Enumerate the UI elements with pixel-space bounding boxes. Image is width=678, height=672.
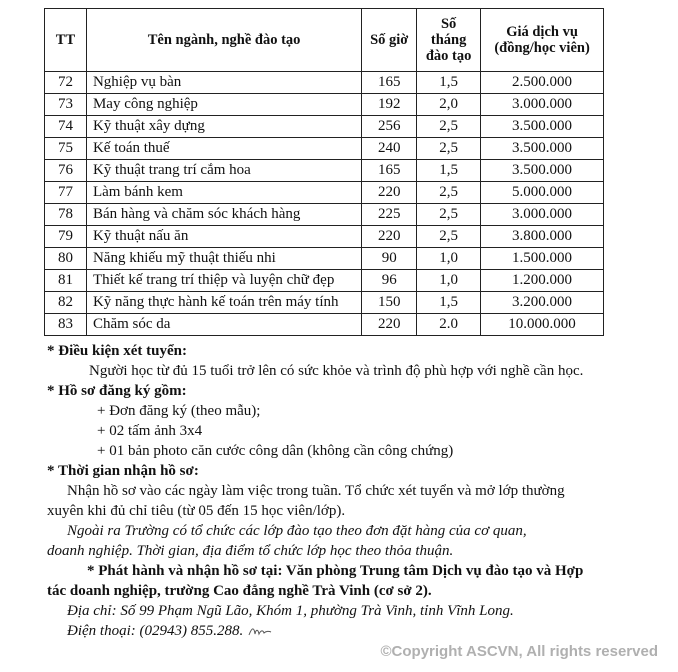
ho-so-item: + 02 tấm ảnh 3x4 [97,423,203,439]
row-ten-nganh: Bán hàng và chăm sóc khách hàng [86,204,361,226]
row-gia: 10.000.000 [481,314,604,336]
table-header-row [45,9,604,72]
header-tt: TT [45,9,87,72]
row-tt: 74 [45,116,87,138]
row-so-gio: 90 [362,248,417,270]
table-row [45,160,604,182]
header-so-gio: Số giờ [362,9,417,72]
header-gia-dich-vu: Giá dịch vụ (đồng/học viên) [481,9,604,72]
dien-thoai: Điện thoại: (02943) 855.288. [67,623,244,639]
row-tt: 77 [45,182,87,204]
table-row [45,72,604,94]
row-so-gio: 240 [362,138,417,160]
row-ten-nganh: Chăm sóc da [86,314,361,336]
ho-so-title: * Hồ sơ đăng ký gồm: [47,383,187,399]
row-so-thang: 2.0 [417,314,481,336]
row-so-gio: 220 [362,226,417,248]
row-tt: 80 [45,248,87,270]
dieu-kien-text: Người học từ đủ 15 tuổi trở lên có sức khỏe và trình độ phù hợp với nghề cần học. [89,363,584,379]
signature-icon [247,625,273,639]
row-gia: 3.500.000 [481,138,604,160]
table-body [45,72,604,336]
dieu-kien-title: * Điều kiện xét tuyển: [47,343,187,359]
table-row [45,116,604,138]
row-so-gio: 220 [362,314,417,336]
thoi-gian-text-1: Nhận hồ sơ vào các ngày làm việc trong tuần. Tổ chức xét tuyển và mở lớp thường [67,483,565,499]
row-gia: 3.800.000 [481,226,604,248]
row-gia: 3.000.000 [481,204,604,226]
row-ten-nganh: Kỹ năng thực hành kế toán trên máy tính [86,292,361,314]
row-ten-nganh: Năng khiếu mỹ thuật thiếu nhi [86,248,361,270]
row-ten-nganh: Thiết kế trang trí thiệp và luyện chữ đẹp [86,270,361,292]
row-gia: 3.000.000 [481,94,604,116]
row-so-thang: 1,5 [417,72,481,94]
row-tt: 75 [45,138,87,160]
header-so-thang: Số tháng đào tạo [417,9,481,72]
row-tt: 76 [45,160,87,182]
row-so-gio: 165 [362,160,417,182]
row-gia: 1.500.000 [481,248,604,270]
table-row [45,314,604,336]
phat-hanh-text-1: * Phát hành và nhận hồ sơ tại: Văn phòng Trung tâm Dịch vụ đào tạo và Hợp [87,563,584,579]
phat-hanh-text-2: tác doanh nghiệp, trường Cao đẳng nghề Trà Vinh (cơ sở 2). [47,583,432,599]
ngoai-ra-text-2: doanh nghiệp. Thời gian, địa điểm tổ chức lớp học theo thỏa thuận. [47,543,454,559]
table-row [45,226,604,248]
notes-section [47,341,627,641]
row-so-gio: 256 [362,116,417,138]
row-so-thang: 1,5 [417,292,481,314]
training-fee-table [44,8,604,336]
table-row [45,182,604,204]
table-row [45,292,604,314]
row-tt: 83 [45,314,87,336]
ho-so-item: + 01 bản photo căn cước công dân (không cần công chứng) [97,443,454,459]
ngoai-ra-text-1: Ngoài ra Trường có tổ chức các lớp đào tạo theo đơn đặt hàng của cơ quan, [67,523,527,539]
row-so-gio: 220 [362,182,417,204]
row-so-thang: 1,0 [417,248,481,270]
row-so-thang: 1,0 [417,270,481,292]
row-so-thang: 2,5 [417,182,481,204]
row-ten-nganh: Kế toán thuế [86,138,361,160]
row-gia: 1.200.000 [481,270,604,292]
table-row [45,270,604,292]
copyright-watermark: ©Copyright ASCVN, All rights reserved [380,643,658,660]
table-row [45,138,604,160]
row-ten-nganh: Kỹ thuật trang trí cắm hoa [86,160,361,182]
row-tt: 73 [45,94,87,116]
row-ten-nganh: Kỹ thuật nấu ăn [86,226,361,248]
thoi-gian-title: * Thời gian nhận hồ sơ: [47,463,199,479]
row-gia: 3.200.000 [481,292,604,314]
row-tt: 79 [45,226,87,248]
row-tt: 82 [45,292,87,314]
header-ten-nganh: Tên ngành, nghề đào tạo [86,9,361,72]
row-ten-nganh: Nghiệp vụ bàn [86,72,361,94]
table-row [45,94,604,116]
row-so-gio: 165 [362,72,417,94]
row-gia: 2.500.000 [481,72,604,94]
row-so-gio: 96 [362,270,417,292]
thoi-gian-text-2: xuyên khi đủ chỉ tiêu (từ 05 đến 15 học viên/lớp). [47,503,346,519]
table-row [45,204,604,226]
row-so-thang: 2,5 [417,204,481,226]
row-so-thang: 2,5 [417,226,481,248]
dia-chi: Địa chỉ: Số 99 Phạm Ngũ Lão, Khóm 1, phường Trà Vinh, tỉnh Vĩnh Long. [67,603,514,619]
row-tt: 81 [45,270,87,292]
row-so-thang: 2,5 [417,116,481,138]
row-ten-nganh: Kỹ thuật xây dựng [86,116,361,138]
row-ten-nganh: May công nghiệp [86,94,361,116]
row-gia: 5.000.000 [481,182,604,204]
row-gia: 3.500.000 [481,116,604,138]
table-row [45,248,604,270]
row-ten-nganh: Làm bánh kem [86,182,361,204]
row-so-thang: 2,5 [417,138,481,160]
dien-thoai-line [47,621,627,641]
row-so-gio: 192 [362,94,417,116]
row-so-thang: 2,0 [417,94,481,116]
ho-so-item: + Đơn đăng ký (theo mẫu); [97,403,261,419]
row-tt: 72 [45,72,87,94]
row-so-gio: 150 [362,292,417,314]
row-tt: 78 [45,204,87,226]
row-gia: 3.500.000 [481,160,604,182]
row-so-thang: 1,5 [417,160,481,182]
row-so-gio: 225 [362,204,417,226]
